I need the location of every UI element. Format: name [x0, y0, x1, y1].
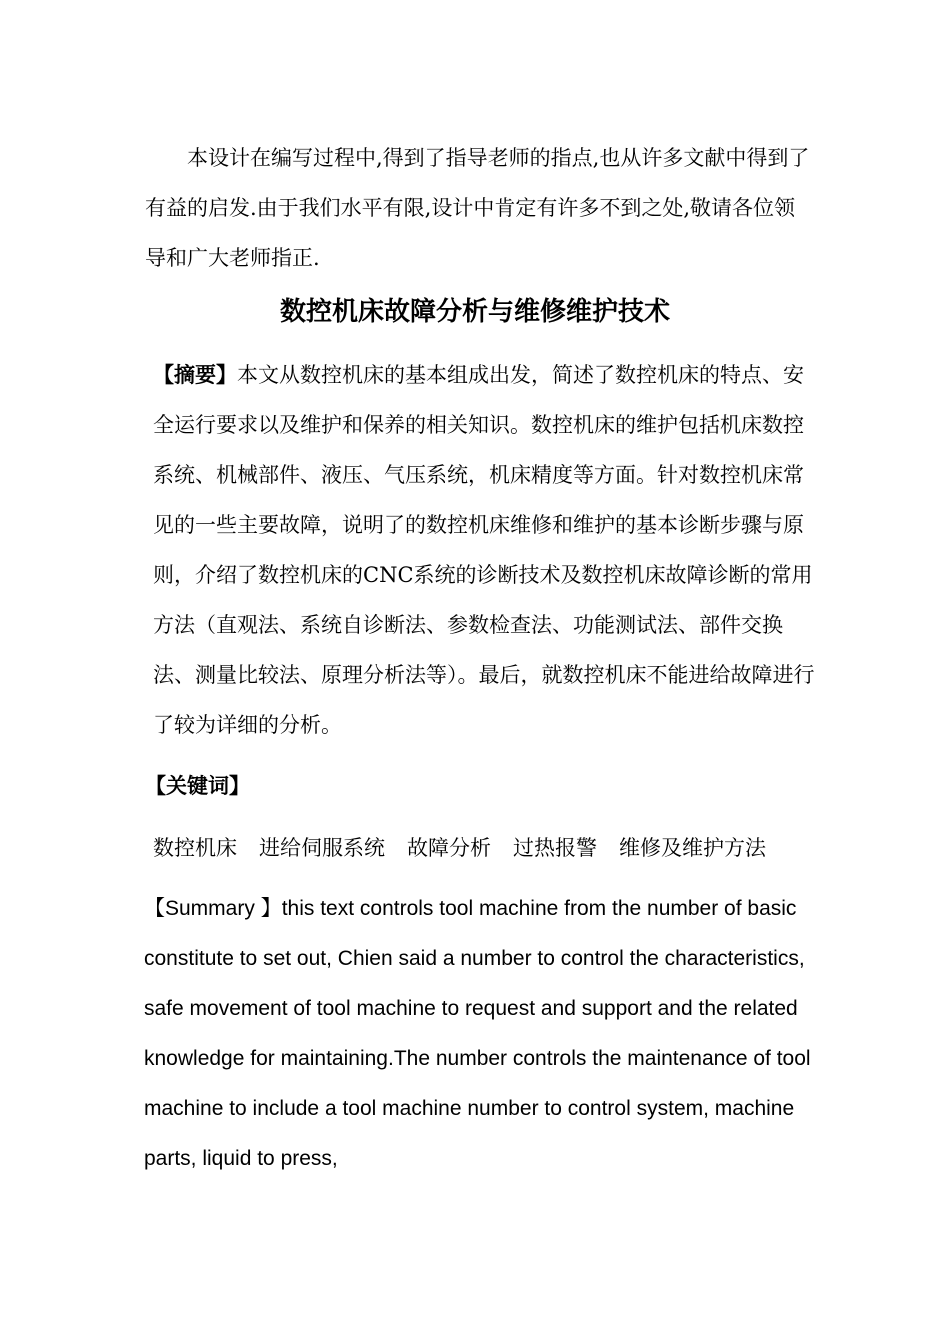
document-title: 数控机床故障分析与维修维护技术 [279, 297, 670, 327]
abstract-text: 本文从数控机床的基本组成出发，简述了数控机床的特点、安全运行要求以及维护和保养的相关知识。数控机床的维护包括机床数控系统、机械部件、液压、气压系统，机床精度等方面。针对数控机床常见的一些主要故障，说明了的数控机床维修和维护的基本诊断步骤与原则，介绍了数控机床的CNC系统的诊断技术及数控机床故障诊断的常用方法（直观法、系统自诊断法、参数检查法、功能测试法、部件交换法、测量比较法、原理分析法等）。最后，就数控机床不能进给故障进行了较为详细的分析。 [153, 363, 815, 737]
summary-section [144, 884, 824, 1184]
summary-label: 【Summary 】 [144, 897, 282, 920]
keyword-item: 故障分析 [407, 836, 491, 860]
keywords-list [153, 826, 766, 870]
summary-text: this text controls tool machine from the number of basic constitute to set out, Chien said a number to control the characteristics, safe movement of tool machine to request and support and the related knowledge for maintaining.The number controls the maintenance of tool machine to include a tool machine number to control system, machine parts, liquid to press, [144, 897, 811, 1170]
summary-paragraph [144, 884, 824, 1184]
keyword-item: 维修及维护方法 [619, 836, 766, 860]
keyword-item: 数控机床 [153, 836, 237, 860]
abstract-label: 【摘要】 [153, 363, 237, 387]
intro-section [145, 133, 810, 283]
keyword-item: 进给伺服系统 [259, 836, 385, 860]
keywords-label: 【关键词】 [145, 774, 250, 798]
keyword-item: 过热报警 [513, 836, 597, 860]
intro-paragraph: 本设计在编写过程中,得到了指导老师的指点,也从许多文献中得到了有益的启发.由于我们水平有限,设计中肯定有许多不到之处,敬请各位领导和广大老师指正. [145, 146, 810, 270]
abstract-section [153, 350, 821, 750]
abstract-paragraph [153, 350, 821, 750]
